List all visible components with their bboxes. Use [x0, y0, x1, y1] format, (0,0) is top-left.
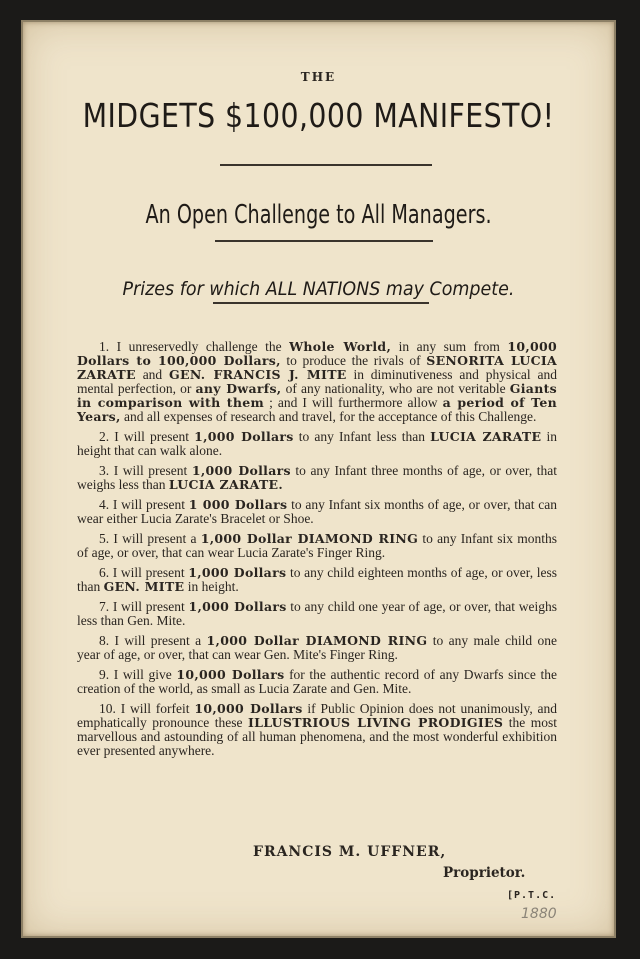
tagline: Prizes for which ALL NATIONS may Compete. [122, 278, 515, 300]
page-title: MIDGETS $100,000 MANIFESTO! [82, 96, 555, 135]
challenge-list [77, 340, 557, 764]
signature-role: Proprietor. [443, 865, 526, 881]
item-10: 10. I will forfeit 10,000 Dollars if Public Opinion does not unanimously, and emphatically pronounce these ILLUSTRIOUS LIVING PRODIGIES the most marvellous and astounding of all human phenomena, and the most wonderful exhibition ever presented anywhere. [77, 701, 558, 758]
item-5: 5. I will present a 1,000 Dollar DIAMOND RING to any Infant six months of age, or over, that can wear Lucia Zarate's Finger Ring. [77, 531, 557, 560]
item-9: 9. I will give 10,000 Dollars for the authentic record of any Dwarfs since the creation of the world, as small as Lucia Zarate and Gen. Mite. [77, 667, 557, 696]
item-8: 8. I will present a 1,000 Dollar DIAMOND RING to any male child one year of age, or over, that can wear Gen. Mite's Finger Ring. [77, 633, 558, 662]
item-2: 2. I will present 1,000 Dollars to any Infant less than LUCIA ZARATE in height that can walk alone. [77, 429, 557, 458]
item-1: 1. I unreservedly challenge the Whole World, in any sum from 10,000 Dollars to 100,000 Dollars, to produce the rivals of SENORITA LUCIA ZARATE and GEN. FRANCIS J. MITE in diminutiveness and physical and mental perfection, or any Dwarfs, of any nationality, who are not veritable Giants in comparison with them ; and I will furthermore allow a period of Ten Years, and all expenses of research and travel, for the acceptance of this Challenge. [77, 339, 558, 424]
handbill [21, 20, 616, 938]
item-7: 7. I will present 1,000 Dollars to any child one year of age, or over, that weighs less than Gen. Mite. [77, 599, 557, 628]
item-3: 3. I will present 1,000 Dollars to any Infant three months of age, or over, that weighs less than LUCIA ZARATE. [77, 463, 558, 492]
divider-3 [213, 302, 429, 304]
item-6: 6. I will present 1,000 Dollars to any child eighteen months of age, or over, less than GEN. MITE in height. [77, 565, 558, 594]
printer-code: [P.T.C. [507, 890, 557, 901]
pencil-note: 1880 [521, 906, 557, 922]
subtitle: An Open Challenge to All Managers. [145, 200, 492, 230]
divider-2 [215, 240, 433, 242]
signature-name: FRANCIS M. UFFNER, [253, 844, 447, 860]
header-the: THE [300, 70, 337, 84]
divider-1 [220, 164, 432, 166]
item-4: 4. I will present 1 000 Dollars to any Infant six months of age, or over, that can wear either Lucia Zarate's Bracelet or Shoe. [77, 497, 557, 526]
